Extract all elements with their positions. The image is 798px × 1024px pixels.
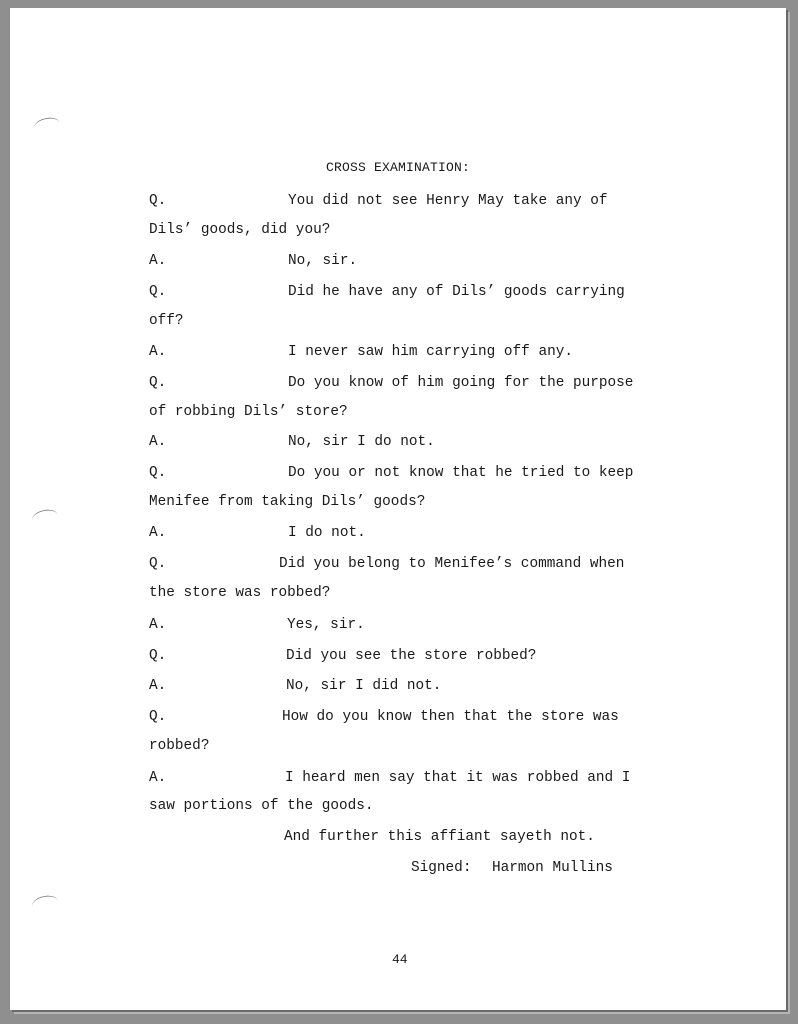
signature-label: Signed: — [411, 860, 472, 876]
qa-label: A. — [149, 617, 167, 633]
qa-text-continued: saw portions of the goods. — [149, 798, 374, 814]
qa-text-continued: Menifee from taking Dils’ goods? — [149, 494, 426, 510]
qa-label: Q. — [149, 465, 167, 481]
qa-text: Yes, sir. — [287, 617, 365, 633]
qa-label: Q. — [149, 284, 167, 300]
qa-label: Q. — [149, 709, 167, 725]
qa-text-continued: Dils’ goods, did you? — [149, 222, 331, 238]
qa-label: Q. — [149, 648, 167, 664]
qa-text: Did you belong to Menifee’s command when — [279, 556, 625, 572]
qa-label: A. — [149, 678, 167, 694]
qa-text-continued: robbed? — [149, 738, 210, 754]
qa-text: Did he have any of Dils’ goods carrying — [288, 284, 625, 300]
qa-text-continued: off? — [149, 313, 184, 329]
qa-text: No, sir I do not. — [288, 434, 435, 450]
qa-label: A. — [149, 344, 167, 360]
binder-hole-mark — [31, 893, 60, 913]
signature-name: Harmon Mullins — [492, 860, 613, 876]
section-title: CROSS EXAMINATION: — [326, 160, 471, 175]
qa-label: Q. — [149, 193, 167, 209]
qa-text: I heard men say that it was robbed and I — [285, 770, 631, 786]
qa-label: Q. — [149, 556, 167, 572]
qa-text: I never saw him carrying off any. — [288, 344, 573, 360]
qa-label: Q. — [149, 375, 167, 391]
qa-text-continued: the store was robbed? — [149, 585, 331, 601]
qa-text: No, sir I did not. — [286, 678, 442, 694]
qa-text: How do you know then that the store was — [282, 709, 619, 725]
qa-text: Do you know of him going for the purpose — [288, 375, 634, 391]
qa-text: I do not. — [288, 525, 366, 541]
qa-text-continued: of robbing Dils’ store? — [149, 404, 348, 420]
qa-text: No, sir. — [288, 253, 358, 269]
binder-hole-mark — [33, 115, 62, 135]
qa-text: Do you or not know that he tried to keep — [288, 465, 634, 481]
qa-label: A. — [149, 434, 167, 450]
qa-label: A. — [149, 525, 167, 541]
binder-hole-mark — [31, 507, 60, 527]
qa-label: A. — [149, 770, 167, 786]
qa-label: A. — [149, 253, 167, 269]
closing-statement: And further this affiant sayeth not. — [284, 829, 595, 845]
page-number: 44 — [392, 952, 408, 967]
qa-text: You did not see Henry May take any of — [288, 193, 608, 209]
qa-text: Did you see the store robbed? — [286, 648, 537, 664]
